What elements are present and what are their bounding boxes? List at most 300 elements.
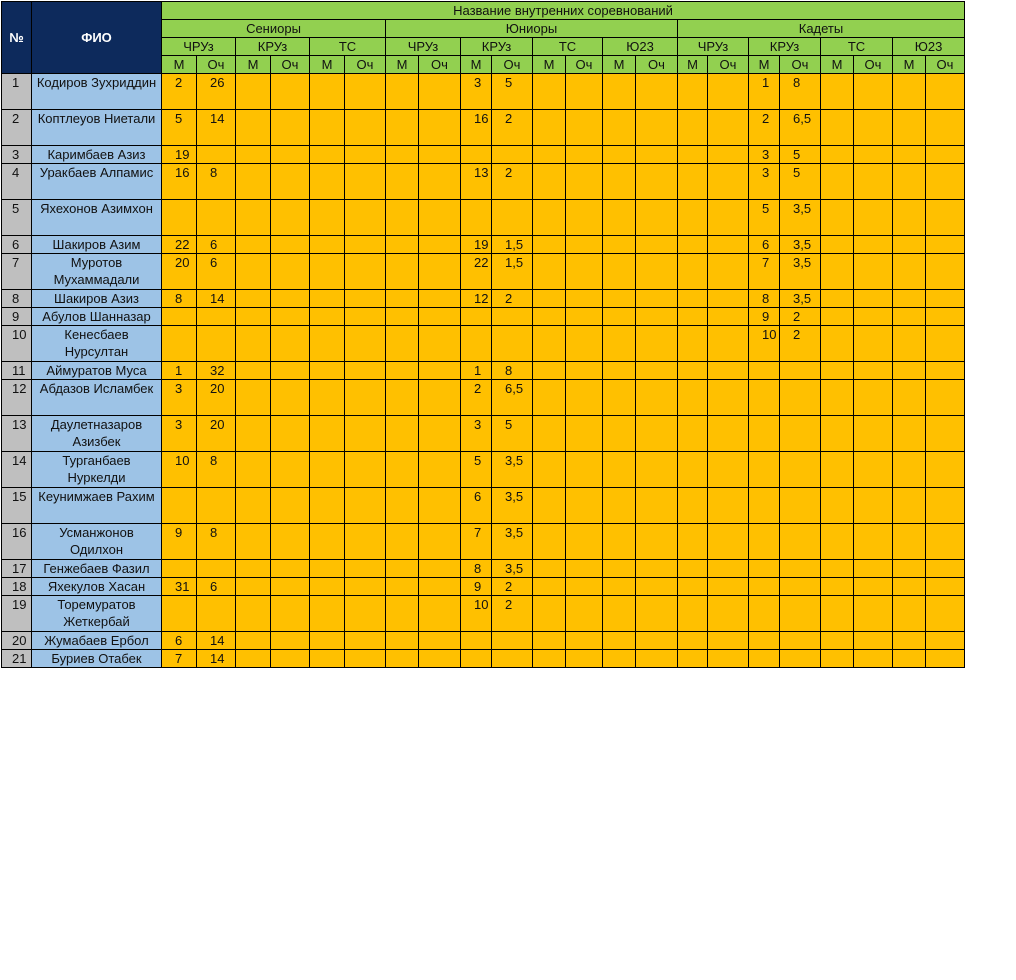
place-cell[interactable] [749,362,780,380]
place-cell[interactable] [386,164,419,200]
points-cell[interactable] [926,560,965,578]
points-cell[interactable] [566,74,603,110]
points-cell[interactable]: 20 [197,416,236,452]
place-cell[interactable] [821,290,854,308]
place-cell[interactable] [236,110,271,146]
header-event[interactable]: КРУз [461,38,533,56]
points-cell[interactable] [926,524,965,560]
place-cell[interactable] [310,74,345,110]
points-cell[interactable] [926,200,965,236]
place-cell[interactable]: 20 [162,254,197,290]
points-cell[interactable] [271,146,310,164]
points-cell[interactable]: 2 [492,290,533,308]
place-cell[interactable]: 19 [162,146,197,164]
points-cell[interactable] [419,632,461,650]
place-cell[interactable] [603,110,636,146]
points-cell[interactable]: 14 [197,650,236,668]
place-cell[interactable] [893,380,926,416]
points-cell[interactable] [492,146,533,164]
header-place[interactable]: М [603,56,636,74]
place-cell[interactable] [386,524,419,560]
header-category[interactable]: Юниоры [386,20,678,38]
place-cell[interactable] [821,560,854,578]
points-cell[interactable] [271,236,310,254]
points-cell[interactable]: 8 [197,452,236,488]
points-cell[interactable] [708,524,749,560]
place-cell[interactable]: 3 [162,416,197,452]
points-cell[interactable]: 3,5 [492,524,533,560]
place-cell[interactable] [821,416,854,452]
athlete-name-cell[interactable]: Шакиров Азиз [32,290,162,308]
header-number[interactable]: № [2,2,32,74]
place-cell[interactable] [821,308,854,326]
points-cell[interactable] [780,380,821,416]
place-cell[interactable] [821,146,854,164]
points-cell[interactable] [926,254,965,290]
place-cell[interactable] [821,362,854,380]
place-cell[interactable]: 7 [162,650,197,668]
points-cell[interactable] [636,110,678,146]
place-cell[interactable]: 9 [461,578,492,596]
points-cell[interactable] [419,416,461,452]
points-cell[interactable] [636,254,678,290]
points-cell[interactable] [854,524,893,560]
place-cell[interactable] [236,488,271,524]
points-cell[interactable] [708,254,749,290]
place-cell[interactable] [821,164,854,200]
place-cell[interactable] [386,416,419,452]
points-cell[interactable] [345,164,386,200]
points-cell[interactable]: 3,5 [780,254,821,290]
place-cell[interactable] [310,290,345,308]
place-cell[interactable] [386,254,419,290]
points-cell[interactable] [708,200,749,236]
place-cell[interactable] [236,326,271,362]
points-cell[interactable] [854,362,893,380]
row-number-cell[interactable]: 8 [2,290,32,308]
header-event[interactable]: ЧРУз [162,38,236,56]
place-cell[interactable] [461,200,492,236]
points-cell[interactable] [419,254,461,290]
place-cell[interactable] [386,290,419,308]
athlete-name-cell[interactable]: Каримбаев Азиз [32,146,162,164]
place-cell[interactable] [821,650,854,668]
points-cell[interactable]: 2 [780,308,821,326]
points-cell[interactable] [345,578,386,596]
place-cell[interactable] [749,416,780,452]
place-cell[interactable] [310,380,345,416]
header-event[interactable]: ЧРУз [386,38,461,56]
header-place[interactable]: М [461,56,492,74]
points-cell[interactable]: 3,5 [780,290,821,308]
points-cell[interactable] [780,560,821,578]
place-cell[interactable] [821,380,854,416]
points-cell[interactable] [854,416,893,452]
place-cell[interactable] [533,578,566,596]
place-cell[interactable] [533,74,566,110]
place-cell[interactable] [749,380,780,416]
place-cell[interactable]: 1 [749,74,780,110]
header-points[interactable]: Оч [271,56,310,74]
points-cell[interactable] [926,632,965,650]
points-cell[interactable]: 1,5 [492,254,533,290]
place-cell[interactable] [678,74,708,110]
points-cell[interactable] [566,200,603,236]
points-cell[interactable] [926,488,965,524]
row-number-cell[interactable]: 18 [2,578,32,596]
place-cell[interactable] [386,74,419,110]
points-cell[interactable] [566,110,603,146]
points-cell[interactable]: 6,5 [780,110,821,146]
points-cell[interactable]: 20 [197,380,236,416]
points-cell[interactable] [419,362,461,380]
place-cell[interactable] [236,254,271,290]
points-cell[interactable] [271,164,310,200]
points-cell[interactable] [780,488,821,524]
points-cell[interactable] [926,308,965,326]
place-cell[interactable] [821,452,854,488]
points-cell[interactable]: 14 [197,110,236,146]
place-cell[interactable]: 7 [749,254,780,290]
athlete-name-cell[interactable]: Генжебаев Фазил [32,560,162,578]
athlete-name-cell[interactable]: Усманжонов Одилхон [32,524,162,560]
place-cell[interactable]: 3 [162,380,197,416]
points-cell[interactable]: 26 [197,74,236,110]
place-cell[interactable] [386,452,419,488]
points-cell[interactable] [780,362,821,380]
place-cell[interactable] [678,326,708,362]
points-cell[interactable] [708,650,749,668]
points-cell[interactable] [708,452,749,488]
points-cell[interactable] [926,326,965,362]
place-cell[interactable] [603,596,636,632]
points-cell[interactable] [636,236,678,254]
place-cell[interactable] [386,308,419,326]
place-cell[interactable] [236,416,271,452]
points-cell[interactable] [926,416,965,452]
points-cell[interactable] [566,650,603,668]
place-cell[interactable] [310,362,345,380]
place-cell[interactable]: 3 [461,416,492,452]
points-cell[interactable] [566,488,603,524]
place-cell[interactable] [236,650,271,668]
place-cell[interactable] [821,254,854,290]
row-number-cell[interactable]: 4 [2,164,32,200]
points-cell[interactable] [419,578,461,596]
points-cell[interactable] [419,524,461,560]
place-cell[interactable]: 8 [461,560,492,578]
header-points[interactable]: Оч [566,56,603,74]
header-points[interactable]: Оч [197,56,236,74]
points-cell[interactable]: 5 [780,146,821,164]
place-cell[interactable] [310,632,345,650]
place-cell[interactable] [386,326,419,362]
points-cell[interactable] [566,560,603,578]
header-points[interactable]: Оч [419,56,461,74]
points-cell[interactable] [345,488,386,524]
points-cell[interactable] [419,452,461,488]
place-cell[interactable] [603,380,636,416]
points-cell[interactable] [566,236,603,254]
points-cell[interactable] [271,110,310,146]
place-cell[interactable] [236,146,271,164]
row-number-cell[interactable]: 9 [2,308,32,326]
place-cell[interactable] [893,200,926,236]
athlete-name-cell[interactable]: Яхехонов Азимхон [32,200,162,236]
place-cell[interactable] [236,524,271,560]
points-cell[interactable] [419,110,461,146]
place-cell[interactable] [603,524,636,560]
header-place[interactable]: М [386,56,419,74]
place-cell[interactable] [533,524,566,560]
place-cell[interactable] [386,578,419,596]
place-cell[interactable]: 1 [461,362,492,380]
header-place[interactable]: М [678,56,708,74]
points-cell[interactable] [492,308,533,326]
points-cell[interactable] [197,560,236,578]
points-cell[interactable] [926,290,965,308]
place-cell[interactable]: 16 [461,110,492,146]
points-cell[interactable] [271,416,310,452]
points-cell[interactable]: 6 [197,578,236,596]
points-cell[interactable] [708,362,749,380]
points-cell[interactable] [926,362,965,380]
place-cell[interactable] [603,452,636,488]
points-cell[interactable] [271,290,310,308]
place-cell[interactable] [310,254,345,290]
place-cell[interactable] [893,254,926,290]
points-cell[interactable] [780,452,821,488]
place-cell[interactable] [749,632,780,650]
place-cell[interactable] [236,632,271,650]
points-cell[interactable] [566,254,603,290]
place-cell[interactable] [678,632,708,650]
points-cell[interactable] [345,380,386,416]
place-cell[interactable] [603,560,636,578]
place-cell[interactable] [678,578,708,596]
header-event[interactable]: Ю23 [893,38,965,56]
header-points[interactable]: Оч [926,56,965,74]
points-cell[interactable] [566,326,603,362]
place-cell[interactable]: 10 [162,452,197,488]
row-number-cell[interactable]: 12 [2,380,32,416]
header-event[interactable]: ТС [821,38,893,56]
place-cell[interactable] [533,254,566,290]
points-cell[interactable] [708,308,749,326]
points-cell[interactable] [636,74,678,110]
place-cell[interactable] [461,632,492,650]
athlete-name-cell[interactable]: Кеунимжаев Рахим [32,488,162,524]
points-cell[interactable] [708,416,749,452]
points-cell[interactable]: 3,5 [780,200,821,236]
place-cell[interactable] [603,164,636,200]
points-cell[interactable] [271,578,310,596]
points-cell[interactable] [345,290,386,308]
header-competitions-title[interactable]: Название внутренних соревнований [162,2,965,20]
points-cell[interactable] [271,650,310,668]
points-cell[interactable] [197,488,236,524]
header-category[interactable]: Кадеты [678,20,965,38]
row-number-cell[interactable]: 16 [2,524,32,560]
place-cell[interactable] [603,236,636,254]
points-cell[interactable] [345,560,386,578]
place-cell[interactable] [236,200,271,236]
place-cell[interactable] [821,110,854,146]
points-cell[interactable] [708,326,749,362]
points-cell[interactable] [419,146,461,164]
place-cell[interactable] [310,146,345,164]
points-cell[interactable] [566,632,603,650]
points-cell[interactable] [854,452,893,488]
place-cell[interactable] [162,326,197,362]
points-cell[interactable] [926,380,965,416]
header-points[interactable]: Оч [492,56,533,74]
points-cell[interactable] [636,488,678,524]
athlete-name-cell[interactable]: Абдазов Исламбек [32,380,162,416]
points-cell[interactable] [636,596,678,632]
place-cell[interactable] [821,578,854,596]
points-cell[interactable]: 2 [780,326,821,362]
points-cell[interactable] [854,236,893,254]
header-category[interactable]: Сениоры [162,20,386,38]
points-cell[interactable] [566,596,603,632]
place-cell[interactable] [386,596,419,632]
points-cell[interactable] [419,488,461,524]
place-cell[interactable] [893,236,926,254]
place-cell[interactable] [678,164,708,200]
place-cell[interactable] [236,380,271,416]
athlete-name-cell[interactable]: Торемуратов Жеткербай [32,596,162,632]
points-cell[interactable] [854,632,893,650]
points-cell[interactable] [780,632,821,650]
place-cell[interactable] [162,560,197,578]
header-event[interactable]: Ю23 [603,38,678,56]
points-cell[interactable] [566,146,603,164]
points-cell[interactable] [708,110,749,146]
points-cell[interactable] [271,362,310,380]
row-number-cell[interactable]: 15 [2,488,32,524]
row-number-cell[interactable]: 21 [2,650,32,668]
place-cell[interactable]: 12 [461,290,492,308]
place-cell[interactable] [821,200,854,236]
header-points[interactable]: Оч [636,56,678,74]
points-cell[interactable] [345,326,386,362]
athlete-name-cell[interactable]: Уракбаев Алпамис [32,164,162,200]
place-cell[interactable] [533,416,566,452]
place-cell[interactable]: 5 [749,200,780,236]
points-cell[interactable] [854,326,893,362]
place-cell[interactable] [893,290,926,308]
points-cell[interactable] [419,164,461,200]
header-event[interactable]: КРУз [236,38,310,56]
athlete-name-cell[interactable]: Абулов Шанназар [32,308,162,326]
place-cell[interactable] [603,326,636,362]
row-number-cell[interactable]: 10 [2,326,32,362]
points-cell[interactable]: 8 [197,164,236,200]
place-cell[interactable]: 2 [162,74,197,110]
points-cell[interactable] [854,308,893,326]
athlete-name-cell[interactable]: Кенесбаев Нурсултан [32,326,162,362]
place-cell[interactable] [893,632,926,650]
place-cell[interactable] [386,650,419,668]
points-cell[interactable] [345,110,386,146]
points-cell[interactable] [197,200,236,236]
row-number-cell[interactable]: 7 [2,254,32,290]
points-cell[interactable]: 2 [492,596,533,632]
place-cell[interactable]: 5 [162,110,197,146]
points-cell[interactable] [854,74,893,110]
points-cell[interactable] [345,650,386,668]
place-cell[interactable] [461,308,492,326]
points-cell[interactable] [345,200,386,236]
place-cell[interactable] [533,452,566,488]
points-cell[interactable]: 8 [197,524,236,560]
place-cell[interactable] [310,200,345,236]
place-cell[interactable] [533,236,566,254]
points-cell[interactable] [271,632,310,650]
header-points[interactable]: Оч [345,56,386,74]
place-cell[interactable] [533,362,566,380]
place-cell[interactable]: 8 [162,290,197,308]
place-cell[interactable] [461,650,492,668]
place-cell[interactable]: 2 [749,110,780,146]
points-cell[interactable]: 6 [197,254,236,290]
place-cell[interactable] [893,524,926,560]
header-place[interactable]: М [162,56,197,74]
points-cell[interactable] [708,560,749,578]
points-cell[interactable] [271,596,310,632]
place-cell[interactable] [533,650,566,668]
points-cell[interactable] [926,146,965,164]
athlete-name-cell[interactable]: Турганбаев Нуркелди [32,452,162,488]
header-points[interactable]: Оч [780,56,821,74]
points-cell[interactable] [854,578,893,596]
points-cell[interactable] [271,326,310,362]
header-place[interactable]: М [821,56,854,74]
points-cell[interactable] [345,362,386,380]
points-cell[interactable] [345,74,386,110]
place-cell[interactable]: 22 [461,254,492,290]
points-cell[interactable] [636,380,678,416]
points-cell[interactable] [926,110,965,146]
place-cell[interactable] [236,308,271,326]
place-cell[interactable]: 9 [162,524,197,560]
points-cell[interactable] [419,236,461,254]
place-cell[interactable]: 2 [461,380,492,416]
points-cell[interactable] [419,650,461,668]
points-cell[interactable] [636,632,678,650]
points-cell[interactable] [345,236,386,254]
place-cell[interactable] [533,200,566,236]
header-event[interactable]: ТС [310,38,386,56]
row-number-cell[interactable]: 1 [2,74,32,110]
points-cell[interactable] [566,362,603,380]
points-cell[interactable]: 6,5 [492,380,533,416]
place-cell[interactable]: 19 [461,236,492,254]
points-cell[interactable]: 5 [492,416,533,452]
points-cell[interactable]: 2 [492,164,533,200]
points-cell[interactable] [926,74,965,110]
place-cell[interactable] [310,164,345,200]
points-cell[interactable] [636,290,678,308]
points-cell[interactable]: 5 [780,164,821,200]
place-cell[interactable] [533,110,566,146]
points-cell[interactable] [419,326,461,362]
place-cell[interactable] [236,236,271,254]
place-cell[interactable] [533,164,566,200]
place-cell[interactable] [310,308,345,326]
row-number-cell[interactable]: 2 [2,110,32,146]
